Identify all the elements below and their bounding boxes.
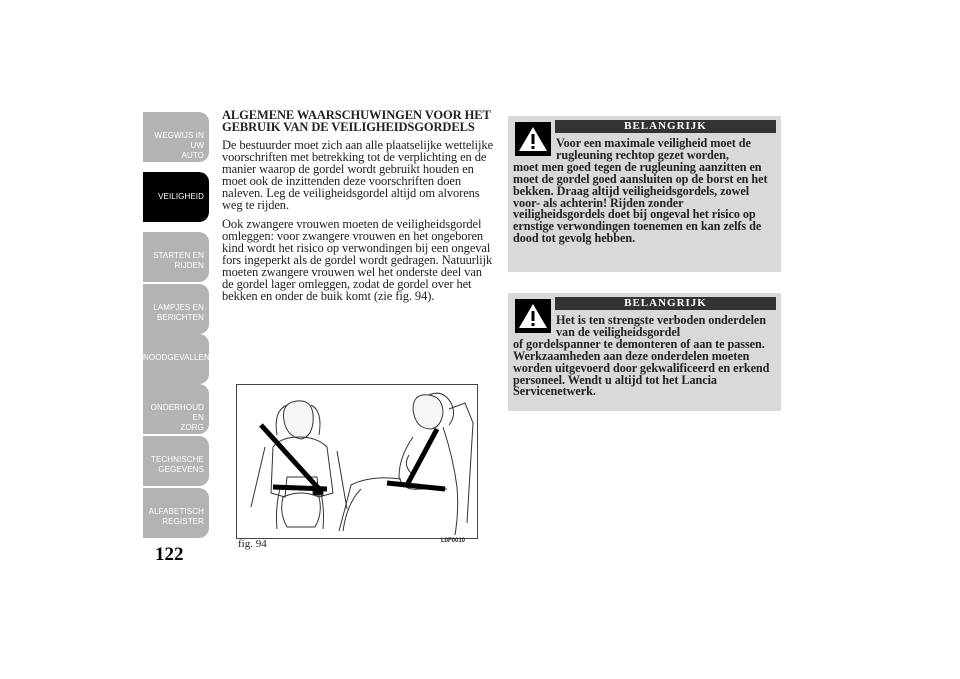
warning-box-2 [508,293,781,411]
tab-onderhoud[interactable]: ONDERHOUD EN ZORG [143,384,209,434]
warning-text [513,315,776,398]
warning-title: BELANGRIJK [555,120,776,133]
figure-code: L0F0010 [441,538,466,544]
paragraph-1: De bestuurder moet zich aan alle plaatselijke wettelijke voorschriften met betrekking tot de verplichting en de manier waarop de gordel wordt gebruikt houden en moet ook de inzittenden deze voorschriften doen naleven. Leg de veiligheidsgordel altijd om alvorens weg te rijden. [222,138,494,213]
warning-box-1 [508,116,781,272]
warning-first-line: Voor een maximale veiligheid moet de rugleuning rechtop gezet worden, [556,136,751,162]
seatbelt-illustration [237,385,477,538]
warning-triangle-icon [515,299,551,333]
tab-lampjes[interactable]: LAMPJES EN BERICHTEN [143,284,209,334]
paragraph-2: Ook zwangere vrouwen moeten de veiligheidsgordel omleggen: voor zwangere vrouwen en het ongeboren kind wordt het risico op verwondingen bij een ongeval fors ingeperkt als de gordel wordt gedragen. Natuurlijk moeten zwangere vrouwen wel het onderste deel van de gordel lager omleggen, zodat de gordel over het bekken en onder de buik komt (zie fig. 94). [222,216,493,304]
tab-register[interactable]: ALFABETISCH REGISTER [143,488,209,538]
warning-triangle-icon [515,122,551,156]
section-heading: ALGEMENE WAARSCHUWINGEN VOOR HET GEBRUIK VAN DE VEILIGHEIDSGORDELS [222,108,491,134]
warning-body: moet men goed tegen de rugleuning aanzitten en moet de gordel goed aansluiten op de borst en het bekken. Draag altijd veiligheidsgordels, zowel voor- als achterin! Rijden zonder veiligheidsgordels doet bij ongeval het risico op ernstige verwondingen toenemen en kan zelfs de dood tot gevolg hebben. [513,159,768,246]
warning-title: BELANGRIJK [555,297,776,310]
figure-caption: fig. 94 [238,538,267,550]
tab-technische[interactable]: TECHNISCHE GEGEVENS [143,436,209,486]
figure-94 [236,384,478,539]
warning-text [513,138,776,245]
tab-veiligheid[interactable]: VEILIGHEID [143,172,209,222]
tab-noodgevallen[interactable]: NOODGEVALLEN [143,334,209,384]
warning-body: of gordelspanner te demonteren of aan te passen. Werkzaamheden aan deze onderdelen moeten worden uitgevoerd door gekwalificeerd en erkend personeel. Wendt u altijd tot het Lancia Servicenetwerk. [513,336,770,399]
page-number: 122 [155,544,184,565]
tab-wegwijs[interactable]: WEGWIJS IN UW AUTO [143,112,209,162]
warning-first-line: Het is ten strengste verboden onderdelen van de veiligheidsgordel [556,313,767,339]
tab-starten[interactable]: STARTEN EN RIJDEN [143,232,209,282]
main-text-column [222,109,494,308]
